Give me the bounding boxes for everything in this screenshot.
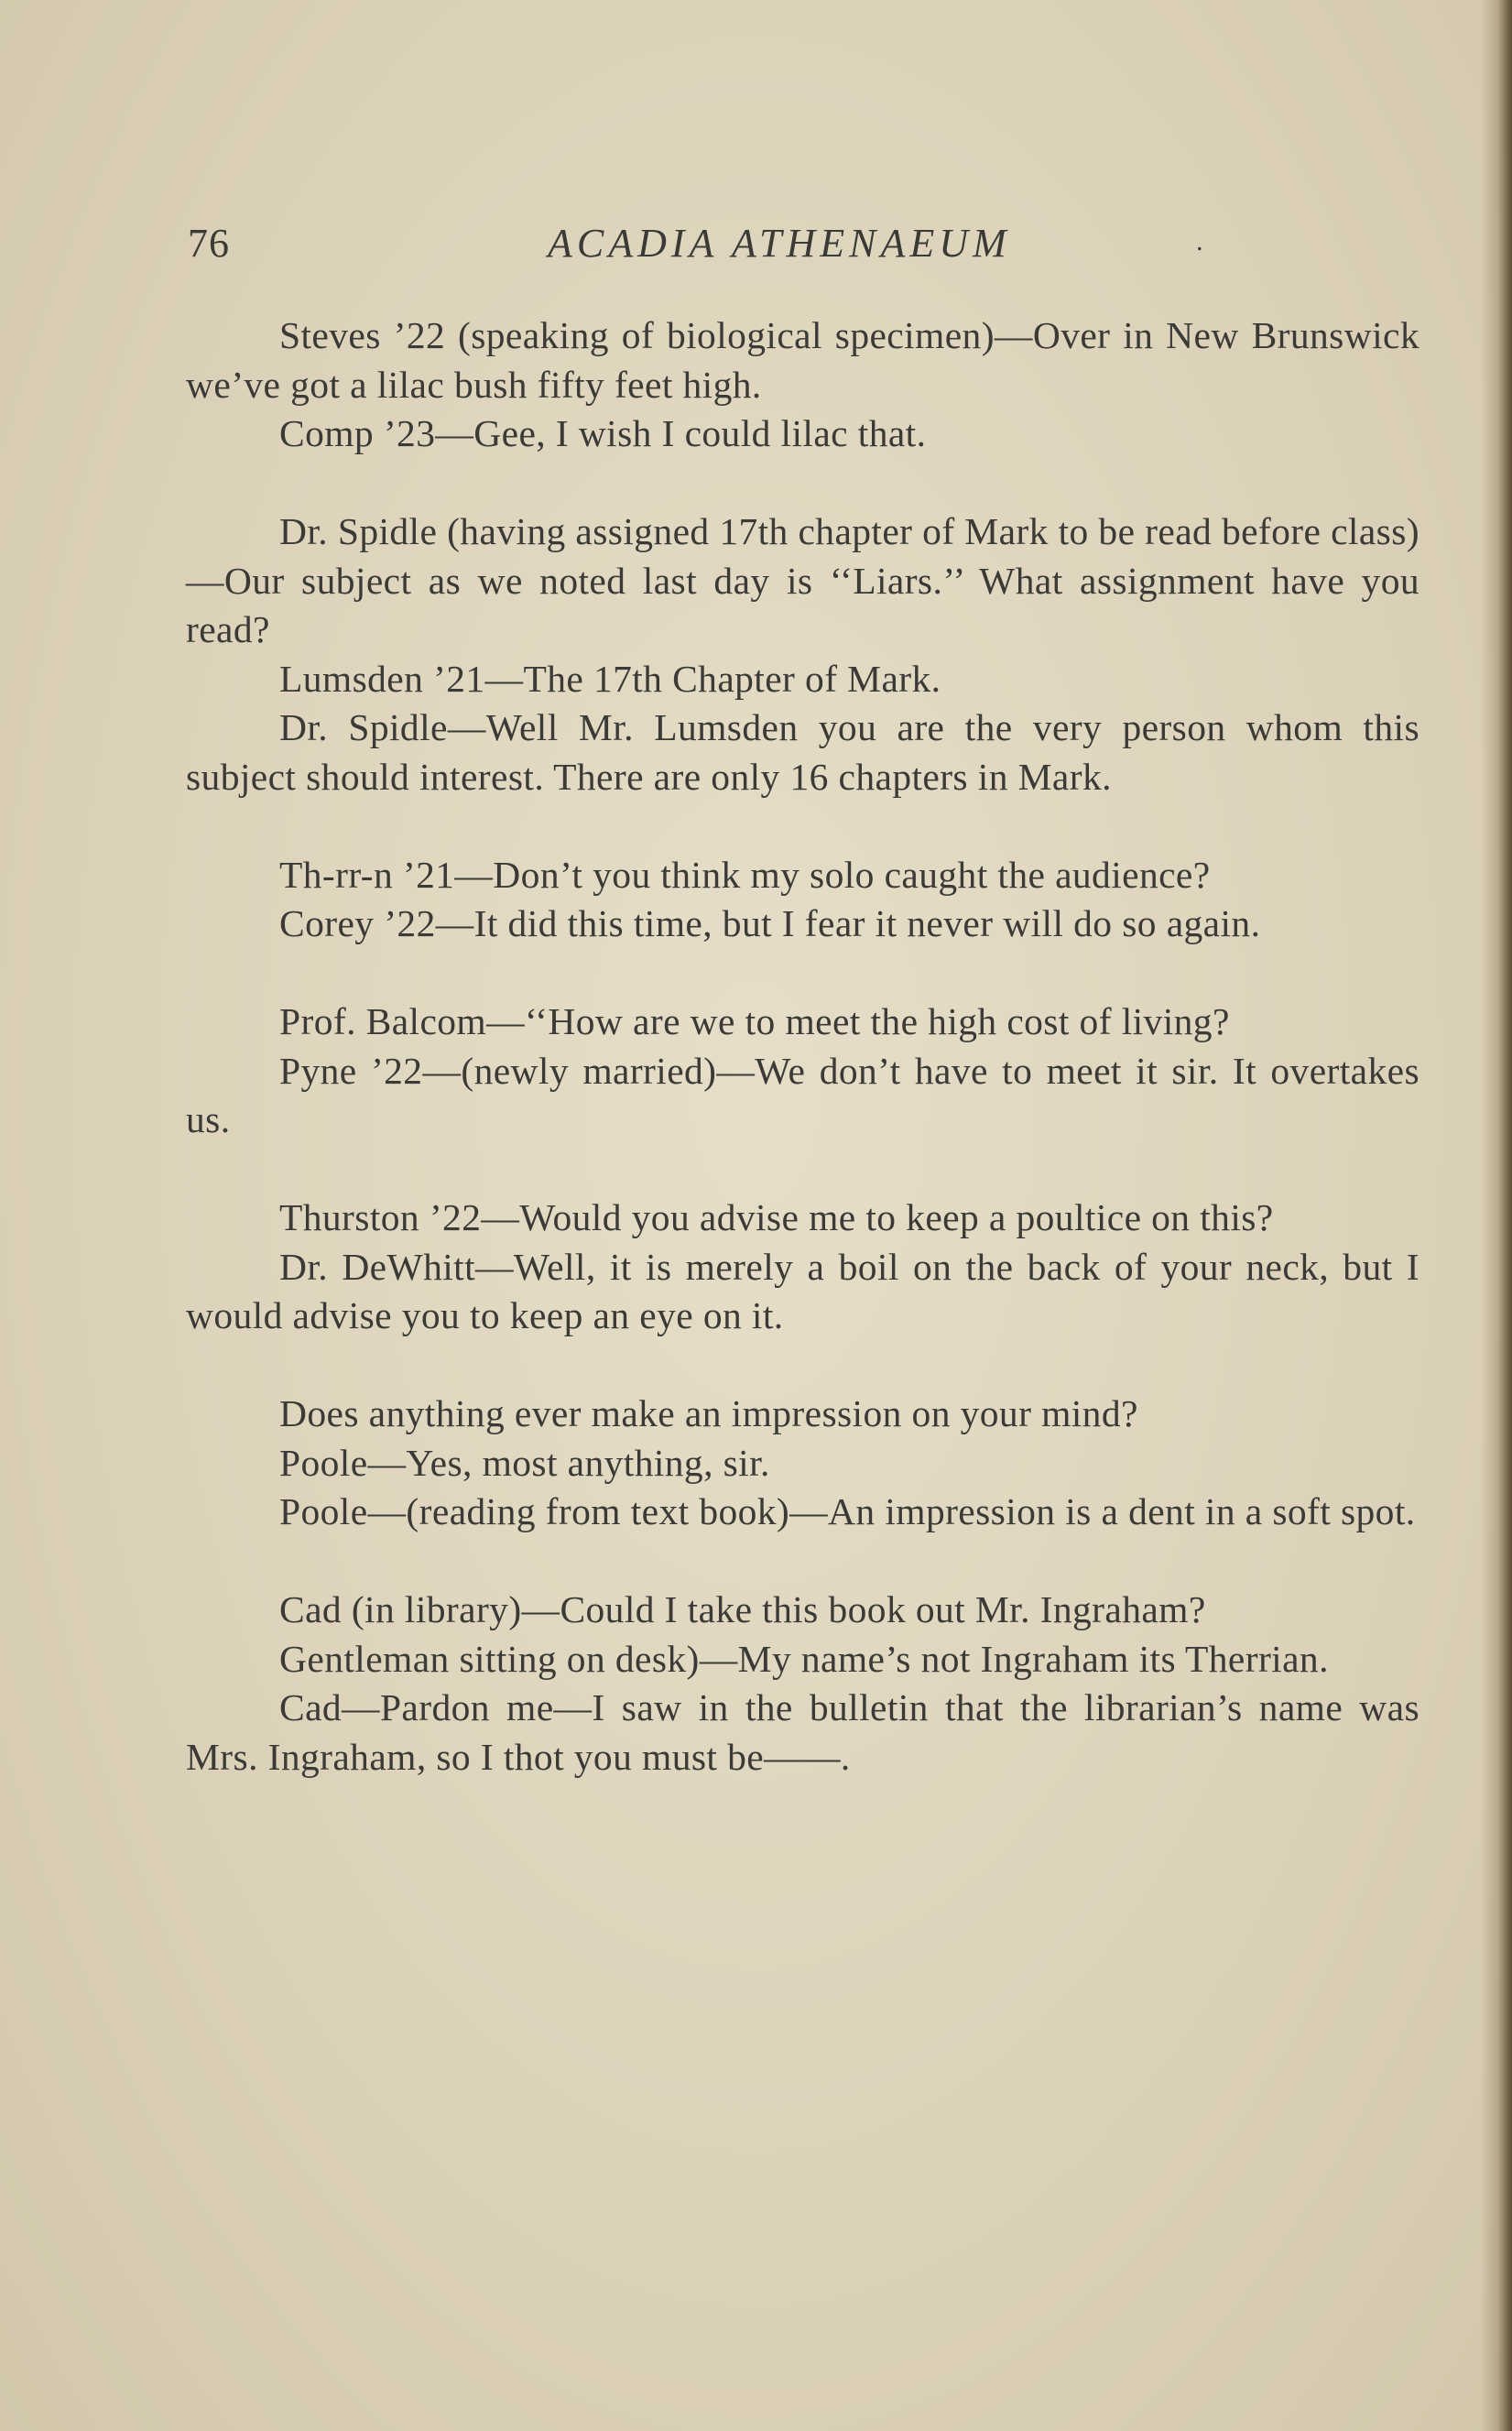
paragraph-lumsden: Lumsden ’21—The 17th Chapter of Mark. — [279, 657, 941, 700]
paragraph-spidle-reply: Dr. Spidle—Well Mr. Lumsden you are the very person whom this subject should interest. There are only 16 chapters in Mark. — [186, 706, 1420, 798]
body-text — [186, 311, 1420, 1782]
page-number: 76 — [188, 221, 230, 266]
paragraph-corey: Corey ’22—It did this time, but I fear it never will do so again. — [279, 902, 1261, 944]
paragraph-steves: Steves ’22 (speaking of biological specimen)—Over in New Brunswick we’ve got a lilac bush fifty feet high. — [186, 314, 1420, 406]
paragraph-spidle-assignment: Dr. Spidle (having assigned 17th chapter of Mark to be read before class)—Our subject as we noted last day is ‘‘Liars.’’ What assignment have you read? — [186, 510, 1420, 650]
page-spine-shadow — [1481, 0, 1512, 2431]
paragraph-cad-library: Cad (in library)—Could I take this book out Mr. Ingraham? — [279, 1588, 1206, 1630]
paragraph-therrian: Th-rr-n ’21—Don’t you think my solo caught the audience? — [279, 853, 1211, 896]
paragraph-thurston: Thurston ’22—Would you advise me to keep a poultice on this? — [279, 1196, 1274, 1238]
paragraph-comp: Comp ’23—Gee, I wish I could lilac that. — [279, 412, 927, 454]
paragraph-pyne: Pyne ’22—(newly married)—We don’t have to meet it sir. It overtakes us. — [186, 1049, 1420, 1140]
paragraph-cad-pardon: Cad—Pardon me—I saw in the bulletin that the librarian’s name was Mrs. Ingraham, so I thot you must be——. — [186, 1686, 1420, 1778]
paragraph-impression-question: Does anything ever make an impression on your mind? — [279, 1392, 1138, 1434]
running-head-dot: . — [1196, 226, 1203, 256]
paragraph-poole-answer: Poole—Yes, most anything, sir. — [279, 1441, 770, 1484]
paragraph-gentleman: Gentleman sitting on desk)—My name’s not Ingraham its Therrian. — [279, 1637, 1329, 1680]
paragraph-balcom: Prof. Balcom—‘‘How are we to meet the high cost of living? — [279, 1000, 1230, 1042]
paragraph-dewhitt: Dr. DeWhitt—Well, it is merely a boil on the back of your neck, but I would advise you to keep an eye on it. — [186, 1245, 1420, 1336]
running-head: ACADIA ATHENAEUM — [548, 221, 1011, 266]
paragraph-poole-reading: Poole—(reading from text book)—An impression is a dent in a soft spot. — [279, 1490, 1416, 1532]
